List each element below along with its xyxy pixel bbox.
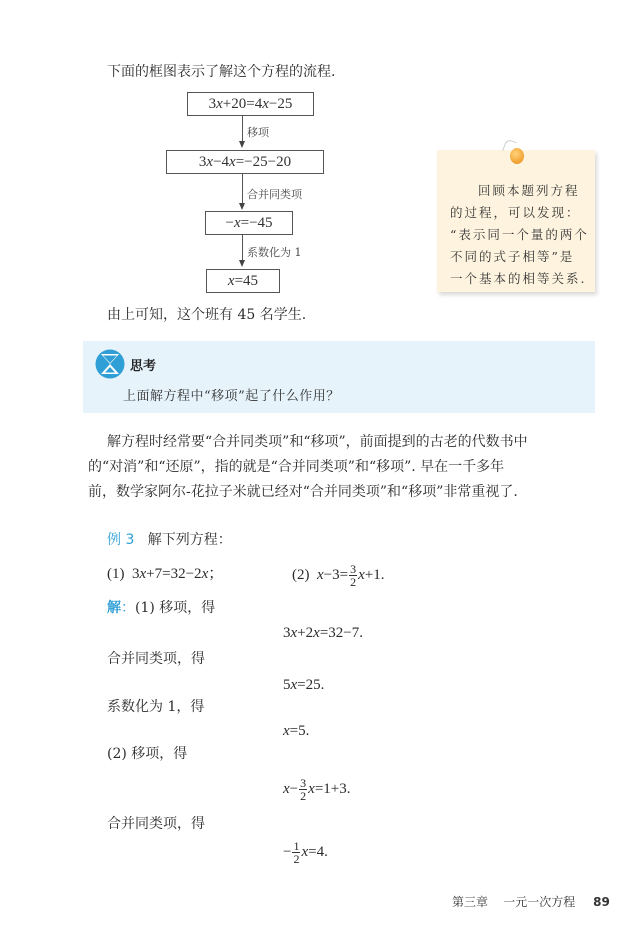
note-line-1: 回顾本题列方程	[478, 183, 580, 198]
example-label: 例 3	[107, 532, 135, 548]
solution-1-eq-1: 3x+2x=32−7.	[283, 625, 363, 641]
solution-1-step-1: 解：(1) 移项，得	[107, 600, 216, 616]
note-line-3: “表示同一个量的两个	[450, 227, 589, 242]
intro-text: 下面的框图表示了解这个方程的流程.	[107, 64, 336, 80]
example-prompt: 解下列方程：	[147, 532, 232, 548]
solution-2-step-2: 合并同类项，得	[107, 816, 205, 832]
paragraph-line-2: 的“对消”和“还原”，指的就是“合并同类项”和“移项”. 早在一千多年	[88, 459, 505, 475]
note-line-2: 的过程，可以发现：	[450, 205, 581, 220]
flow-box-4: x=45	[206, 269, 280, 293]
solution-1-step-3: 系数化为 1，得	[107, 699, 205, 715]
note-line-5: 一个基本的相等关系.	[450, 271, 587, 286]
example-header	[107, 531, 232, 549]
flow-box-1: 3x+20=4x−25	[187, 92, 314, 116]
solution-label: 解	[107, 600, 121, 616]
chapter-title: 一元一次方程	[503, 895, 576, 909]
solution-2-eq-1: x− $\frac{3}{2}$ x=1+3.	[283, 776, 351, 803]
pushpin-icon	[510, 148, 524, 164]
paragraph-line-3: 前，数学家阿尔-花拉子米就已经对“合并同类项”和“移项”非常重视了.	[88, 484, 518, 500]
solution-2-step-1: (2) 移项，得	[107, 746, 188, 762]
flow-box-3: −x=−45	[205, 211, 293, 235]
flow-box-2: 3x−4x=−25−20	[166, 150, 324, 174]
think-question: 上面解方程中“移项”起了什么作用？	[123, 389, 340, 404]
flow-step-1: 移项	[247, 126, 269, 139]
page-number: 89	[593, 895, 610, 909]
solution-1-eq-2: 5x=25.	[283, 677, 325, 693]
problem-1: (1) 3x+7=32−2x；	[107, 566, 224, 582]
flow-step-3: 系数化为 1	[247, 246, 302, 259]
flow-step-2: 合并同类项	[247, 188, 302, 201]
note-line-4: 不同的式子相等”是	[450, 249, 575, 264]
conclusion-text: 由上可知，这个班有 45 名学生.	[107, 307, 307, 323]
problem-2: (2) x−3= $\frac{3}{2}$ x+1.	[292, 562, 385, 589]
hourglass-icon	[95, 349, 125, 379]
think-title: 思考	[130, 359, 157, 374]
solution-2-eq-2: − $\frac{1}{2}$ x=4.	[283, 839, 328, 866]
chapter-label: 第三章	[452, 895, 489, 909]
page-footer	[452, 893, 610, 910]
paragraph-line-1: 解方程时经常要“合并同类项”和“移项”，前面提到的古老的代数书中	[107, 434, 528, 450]
solution-1-step-2: 合并同类项，得	[107, 651, 205, 667]
solution-1-eq-3: x=5.	[283, 723, 310, 739]
